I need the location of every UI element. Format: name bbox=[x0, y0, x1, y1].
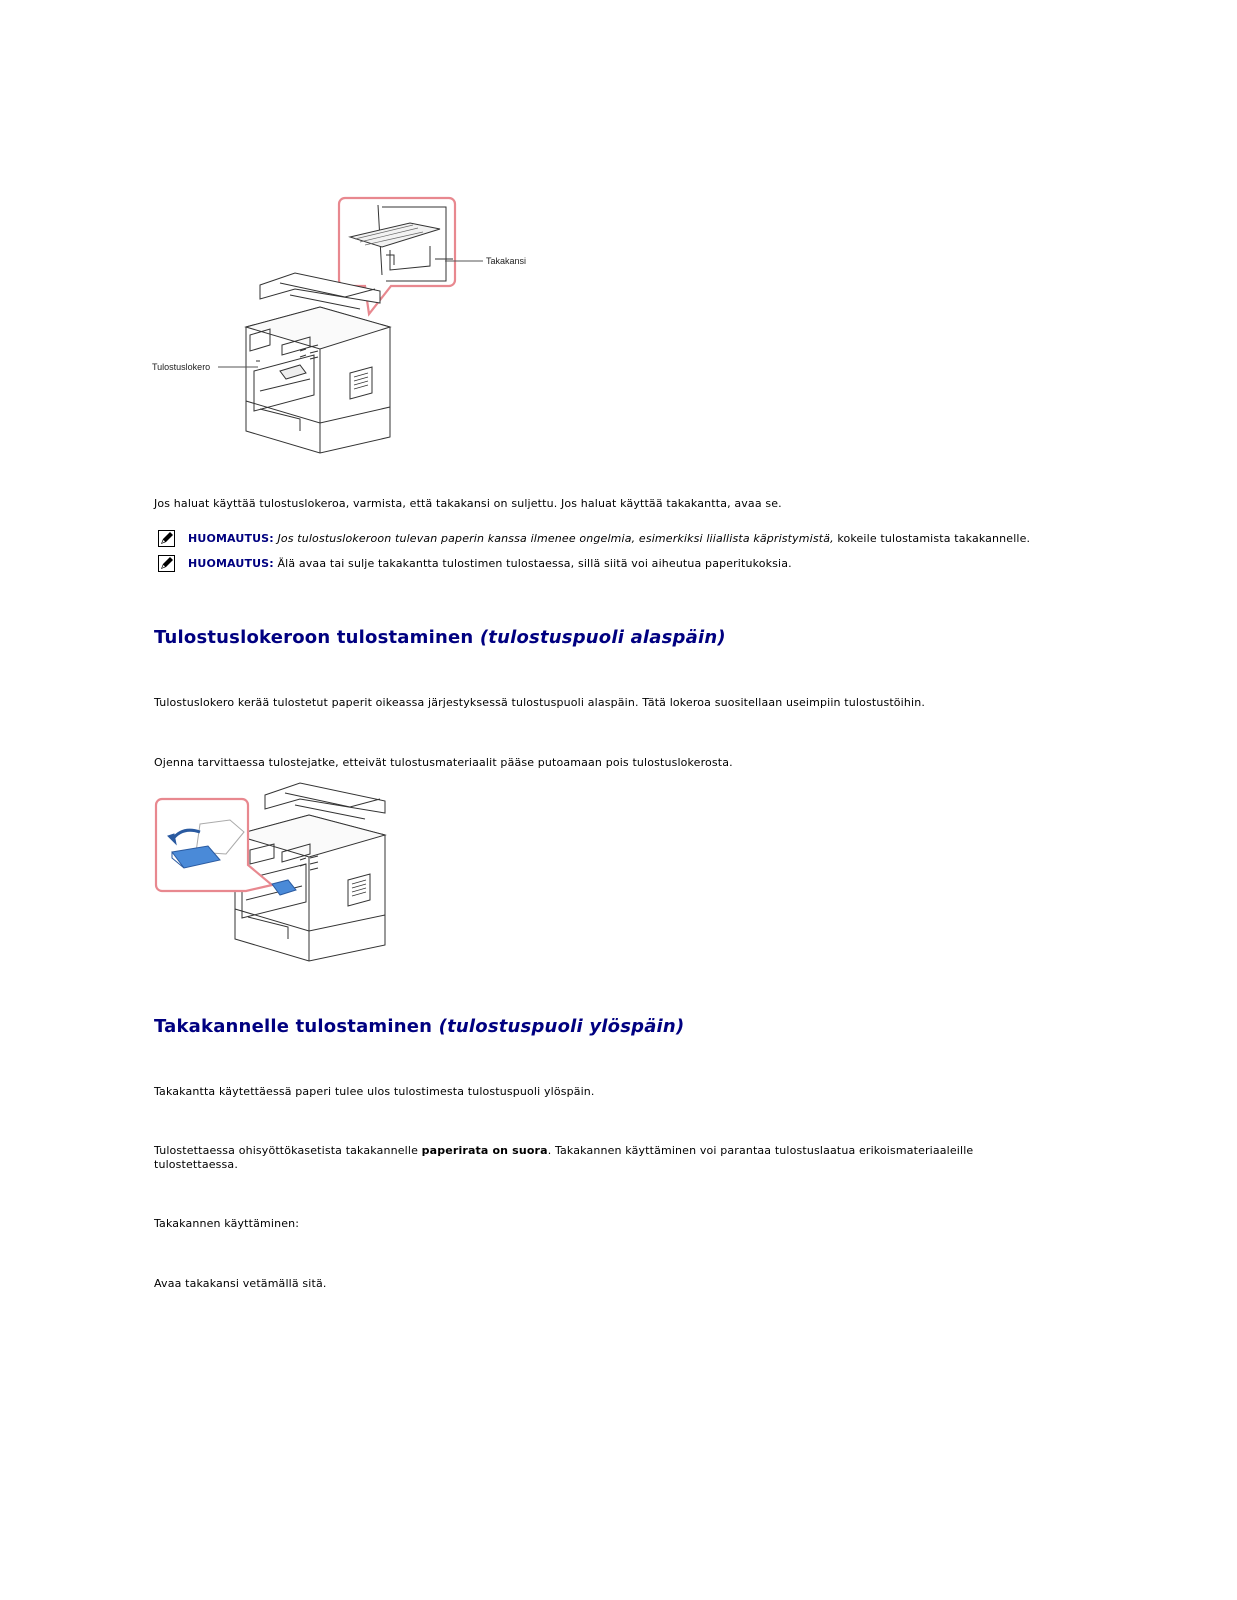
note-text: kokeile tulostamista takakannelle. bbox=[833, 532, 1031, 545]
callout-output-tray-label: Tulostuslokero bbox=[152, 362, 211, 372]
heading-italic-text: (tulostuspuoli ylöspäin) bbox=[438, 1016, 685, 1037]
heading-rear-cover-printing bbox=[154, 1016, 684, 1037]
heading-main-text: Takakannelle tulostaminen bbox=[154, 1016, 439, 1037]
note-italic-text: Jos tulostuslokeroon tulevan paperin kanssa ilmenee ongelmia, esimerkiksi liiallista käpristymistä, bbox=[277, 532, 834, 545]
note-label: HUOMAUTUS: bbox=[188, 557, 274, 570]
paragraph-rear-cover-usage: Jos haluat käyttää tulostuslokeroa, varmista, että takakansi on suljettu. Jos haluat käyttää takakantta, avaa se. bbox=[154, 497, 782, 510]
paragraph-text: . Takakannen käyttäminen voi parantaa tulostuslaatua erikoismateriaaleille tulostettaessa. bbox=[154, 1144, 974, 1171]
paragraph-straight-path bbox=[154, 1144, 994, 1172]
paragraph-rear-cover-usage-intro: Takakannen käyttäminen: bbox=[154, 1217, 300, 1230]
paragraph-rear-cover-face-up: Takakantta käytettäessä paperi tulee ulos tulostimesta tulostuspuoli ylöspäin. bbox=[154, 1085, 595, 1098]
printer-figure-output-extension bbox=[150, 780, 395, 965]
printer-figure-rear-cover bbox=[150, 195, 550, 455]
paragraph-bold-text: paperirata on suora bbox=[421, 1144, 548, 1157]
note-text: Älä avaa tai sulje takakantta tulostimen tulostaessa, sillä siitä voi aiheutua paperitukoksia. bbox=[273, 557, 792, 570]
heading-output-tray-printing bbox=[154, 627, 726, 648]
heading-italic-text: (tulostuspuoli alaspäin) bbox=[479, 627, 726, 648]
paragraph-open-rear-cover: Avaa takakansi vetämällä sitä. bbox=[154, 1277, 327, 1290]
printer-illustration-2 bbox=[150, 780, 395, 965]
paragraph-output-tray-description: Tulostuslokero kerää tulostetut paperit oikeassa järjestyksessä tulostuspuoli alaspäin. Tätä lokeroa suositellaan useimpiin tulostustöihin. bbox=[154, 696, 925, 709]
paragraph-text: Tulostettaessa ohisyöttökasetista takakannelle bbox=[154, 1144, 422, 1157]
note-label: HUOMAUTUS: bbox=[188, 532, 274, 545]
heading-main-text: Tulostuslokeroon tulostaminen bbox=[154, 627, 480, 648]
callout-rear-cover-label: Takakansi bbox=[486, 256, 527, 266]
paragraph-extension-instruction: Ojenna tarvittaessa tulostejatke, etteivät tulostusmateriaalit pääse putoamaan pois tulostuslokerosta. bbox=[154, 756, 733, 769]
printer-illustration-1 bbox=[150, 195, 550, 455]
note-pencil-icon bbox=[158, 530, 175, 547]
note-pencil-icon bbox=[158, 555, 175, 572]
